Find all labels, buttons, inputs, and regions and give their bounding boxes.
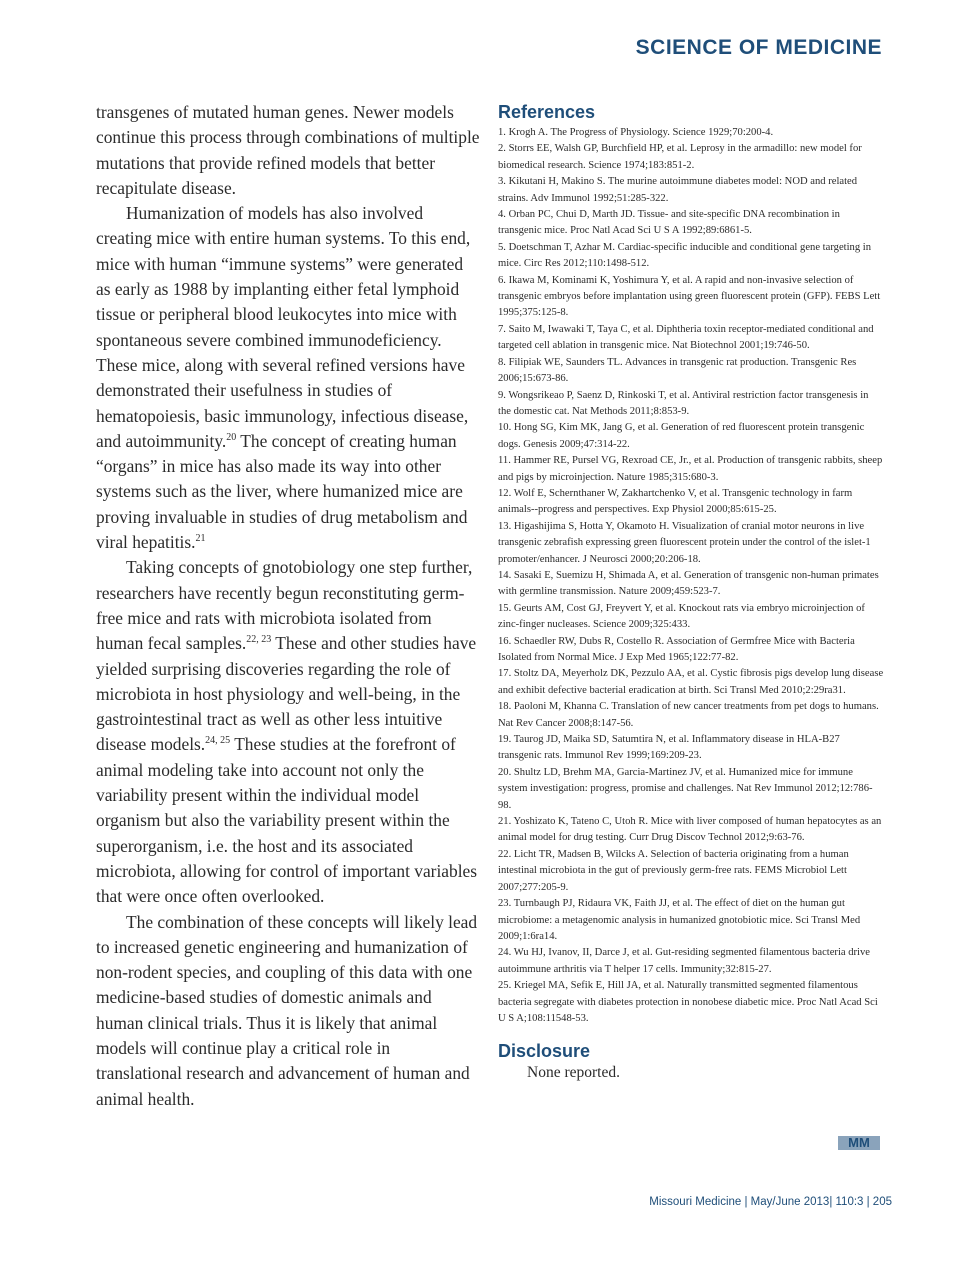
paragraph-3-text-c: These studies at the forefront of animal modeling take into account not only the variability present within the individual model organism but also the variability present within the superorganism, i.e. the host and its associated microbiota, allowing for control of important variables that were once often overlooked.	[96, 734, 478, 907]
citation-superscript: 22, 23	[246, 634, 272, 646]
reference-item: 6. Ikawa M, Kominami K, Yoshimura Y, et al. A rapid and non-invasive selection of transgenic embryos before implantation using green fluorescent protein (GFP). FEBS Lett 1995;375:125-8.	[498, 274, 881, 319]
body-text-column	[96, 100, 480, 1112]
reference-item: 19. Taurog JD, Maika SD, Satumtira N, et al. Inflammatory disease in HLA-B27 transgenic rats. Immunol Rev 1999;169:209-23.	[498, 734, 840, 762]
reference-item: 24. Wu HJ, Ivanov, II, Darce J, et al. Gut-residing segmented filamentous bacteria drive autoimmune arthritis via T helper 17 cells. Immunity;32:815-27.	[498, 947, 871, 975]
citation-superscript: 24, 25	[205, 735, 231, 747]
reference-item: 18. Paoloni M, Khanna C. Translation of new cancer treatments from pet dogs to humans. Nat Rev Cancer 2008;8:147-56.	[498, 701, 879, 729]
reference-item: 12. Wolf E, Schernthaner W, Zakhartchenko V, et al. Transgenic technology in farm animals--progress and perspectives. Exp Physiol 2000;85:615-25.	[498, 487, 853, 516]
reference-item: 22. Licht TR, Madsen B, Wilcks A. Selection of bacteria originating from a human intestinal microbiota in the gut of previously germ-free rats. FEMS Microbiol Lett 2007;277:205-9.	[498, 848, 849, 893]
references-column	[498, 102, 884, 1082]
reference-item: 14. Sasaki E, Suemizu H, Shimada A, et al. Generation of transgenic non-human primates with germline transmission. Nature 2009;459:523-7.	[498, 569, 879, 598]
reference-item: 21. Yoshizato K, Tateno C, Utoh R. Mice with liver composed of human hepatocytes as an animal model for drug testing. Curr Drug Discov Technol 2012;9:63-76.	[498, 816, 882, 844]
paragraph-2-text-a: Humanization of models has also involved creating mice with entire human systems. To this end, mice with human “immune systems” were generated as early as 1988 by implanting either fetal lymphoid tissue or peripheral blood leukocytes into mice with spontaneous severe combined immunodeficiency. These mice, along with several refined versions have demonstrated their usefulness in studies of hematopoiesis, basic immunology, infectious disease, and autoimmunity.	[96, 203, 471, 451]
paragraph-2-text-b: The concept of creating human “organs” in mice has also made its way into other systems such as the liver, where humanized mice are proving invaluable in studies of drug metabolism and viral hepatitis.	[96, 430, 468, 553]
reference-item: 23. Turnbaugh PJ, Ridaura VK, Faith JJ, et al. The effect of diet on the human gut microbiome: a metagenomic analysis in humanized gnotobiotic mice. Sci Transl Med 2009;1:6ra14.	[498, 898, 861, 942]
disclosure-text: None reported.	[527, 1064, 620, 1082]
reference-item: 9. Wongsrikeao P, Saenz D, Rinkoski T, et al. Antiviral restriction factor transgenesis in the domestic cat. Nat Methods 2011;8:853-9.	[498, 389, 869, 417]
reference-item: 1. Krogh A. The Progress of Physiology. Science 1929;70:200-4.	[498, 127, 774, 138]
references-list	[498, 125, 884, 1027]
body-paragraph-3	[96, 555, 480, 909]
citation-superscript: 20	[226, 432, 237, 444]
reference-item: 11. Hammer RE, Pursel VG, Rexroad CE, Jr., et al. Production of transgenic rabbits, sheep and pigs by microinjection. Nature 1985;315:680-3.	[498, 455, 883, 483]
reference-item: 5. Doetschman T, Azhar M. Cardiac-specific inducible and conditional gene targeting in mice. Circ Res 2012;110:1498-512.	[498, 241, 872, 270]
reference-item: 20. Shultz LD, Brehm MA, Garcia-Martinez JV, et al. Humanized mice for immune system investigation: progress, promise and challenges. Nat Rev Immunol 2012;12:786-98.	[498, 766, 873, 811]
references-heading: References	[498, 102, 596, 122]
section-title: SCIENCE OF MEDICINE	[635, 36, 882, 59]
paragraph-3-text-b: These and other studies have yielded surprising discoveries regarding the role of microbiota in host physiology and well-being, in the gastrointestinal tract as well as other less intuitive disease models.	[96, 633, 477, 755]
paragraph-3-text-a: Taking concepts of gnotobiology one step further, researchers have recently begun reconstituting germ-free mice and rats with microbiota isolated from human fecal samples.	[96, 557, 473, 654]
reference-item: 15. Geurts AM, Cost GJ, Freyvert Y, et al. Knockout rats via embryo microinjection of zinc-finger nucleases. Science 2009;325:433.	[498, 602, 865, 631]
reference-item: 3. Kikutani H, Makino S. The murine autoimmune diabetes model: NOD and related strains. Adv Immunol 1992;51:285-322.	[498, 176, 858, 204]
reference-item: 7. Saito M, Iwawaki T, Taya C, et al. Diphtheria toxin receptor-mediated conditional and targeted cell ablation in transgenic mice. Nat Biotechnol 2001;19:746-50.	[498, 323, 874, 352]
page-footer: Missouri Medicine | May/June 2013| 110:3 | 205	[649, 1196, 892, 1208]
reference-item: 17. Stoltz DA, Meyerholz DK, Pezzulo AA, et al. Cystic fibrosis pigs develop lung disease and exhibit defective bacterial eradication at birth. Sci Transl Med 2010;2:29ra31.	[498, 668, 884, 696]
citation-superscript: 21	[195, 533, 206, 545]
body-paragraph-2	[96, 201, 480, 555]
body-paragraph-4: The combination of these concepts will likely lead to increased genetic engineering and humanization of non-rodent species, and coupling of this data with one medicine-based studies of domestic animals and human clinical trials. Thus it is likely that animal models will continue play a critical role in translational research and advancement of human and animal health.	[96, 911, 478, 1109]
end-of-article-logo: MM	[838, 1136, 880, 1150]
reference-item: 2. Storrs EE, Walsh GP, Burchfield HP, et al. Leprosy in the armadillo: new model for biomedical research. Science 1974;183:851-2.	[498, 143, 862, 171]
reference-item: 25. Kriegel MA, Sefik E, Hill JA, et al. Naturally transmitted segmented filamentous bacteria segregate with diabetes protection in nonobese diabetic mice. Proc Natl Acad Sci U S A;108:11548-53.	[498, 980, 878, 1024]
reference-item: 8. Filipiak WE, Saunders TL. Advances in transgenic rat production. Transgenic Res 2006;15:673-86.	[498, 356, 857, 385]
reference-item: 4. Orban PC, Chui D, Marth JD. Tissue- and site-specific DNA recombination in transgenic mice. Proc Natl Acad Sci U S A 1992;89:6861-5.	[498, 209, 840, 237]
reference-item: 10. Hong SG, Kim MK, Jang G, et al. Generation of red fluorescent protein transgenic dogs. Genesis 2009;47:314-22.	[498, 422, 865, 450]
body-paragraph-1: transgenes of mutated human genes. Newer models continue this process through combinations of multiple mutations that provide refined models that better recapitulate disease.	[96, 102, 480, 198]
reference-item: 16. Schaedler RW, Dubs R, Costello R. Association of Germfree Mice with Bacteria Isolated from Normal Mice. J Exp Med 1965;122:77-82.	[498, 635, 855, 663]
reference-item: 13. Higashijima S, Hotta Y, Okamoto H. Visualization of cranial motor neurons in live transgenic zebrafish expressing green fluorescent protein under the control of the islet-1 promoter/enhancer. J Neurosci 2000;20:206-18.	[498, 520, 871, 565]
disclosure-heading: Disclosure	[498, 1041, 591, 1062]
